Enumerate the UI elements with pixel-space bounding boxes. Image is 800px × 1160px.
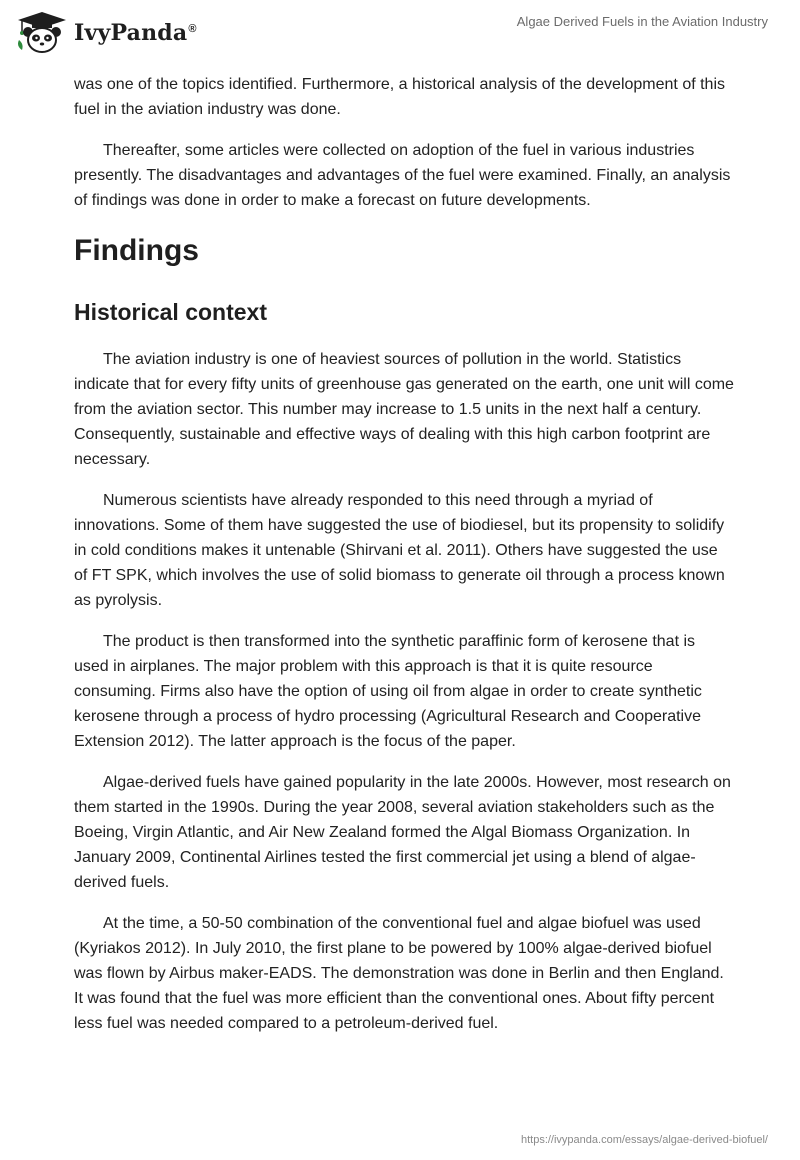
paragraph: Numerous scientists have already responded to this need through a myriad of innovations. Some of them have suggested the use of biodiesel, but its propensity to solidify in cold conditions makes it untenable (Shirvani et al. 2011). Others have suggested the use of FT SPK, which involves the use of solid biomass to generate oil through a process known as pyrolysis. [74, 492, 725, 609]
panda-graduate-icon [16, 10, 68, 54]
registered-mark: ® [188, 22, 197, 35]
section-heading: Findings [74, 234, 199, 267]
subsection-heading: Historical context [74, 299, 267, 325]
paragraph: The product is then transformed into the synthetic paraffinic form of kerosene that is used in airplanes. The major problem with this approach is that it is quite resource consuming. Firms also have the option of using oil from algae in order to create synthetic kerosene through a process of hydro processing (Agricultural Research and Cooperative Extension 2012). The latter approach is the focus of the paper. [74, 633, 702, 750]
source-url[interactable]: https://ivypanda.com/essays/algae-derived-biofuel/ [520, 1134, 768, 1146]
document-title: Algae Derived Fuels in the Aviation Industry [516, 14, 768, 29]
paragraph: At the time, a 50-50 combination of the conventional fuel and algae biofuel was used (Kyriakos 2012). In July 2010, the first plane to be powered by 100% algae-derived biofuel was flown by Airbus maker-EADS. The demonstration was done in Berlin and then England. It was found that the fuel was more efficient than the conventional ones. About fifty percent less fuel was needed compared to a petroleum-derived fuel. [74, 915, 724, 1032]
paragraph: Thereafter, some articles were collected on adoption of the fuel in various industries presently. The disadvantages and advantages of the fuel were examined. Finally, an analysis of findings was done in order to make a forecast on future developments. [74, 142, 731, 209]
paragraph: was one of the topics identified. Furthermore, a historical analysis of the development of this fuel in the aviation industry was done. [74, 76, 726, 118]
page-header [0, 0, 800, 62]
paragraph: The aviation industry is one of heaviest sources of pollution in the world. Statistics indicate that for every fifty units of greenhouse gas generated on the earth, one unit will come from the aviation sector. This number may increase to 1.5 units in the next half a century. Consequently, sustainable and effective ways of dealing with this high carbon footprint are necessary. [74, 351, 734, 468]
article-body [74, 72, 734, 1052]
ivypanda-logo[interactable] [16, 8, 197, 56]
paragraph: Algae-derived fuels have gained popularity in the late 2000s. However, most research on them started in the 1990s. During the year 2008, several aviation stakeholders such as the Boeing, Virgin Atlantic, and Air New Zealand formed the Algal Biomass Organization. In January 2009, Continental Airlines tested the first commercial jet using a blend of algae-derived fuels. [74, 774, 731, 891]
brand-name: IvyPanda® [74, 20, 197, 46]
